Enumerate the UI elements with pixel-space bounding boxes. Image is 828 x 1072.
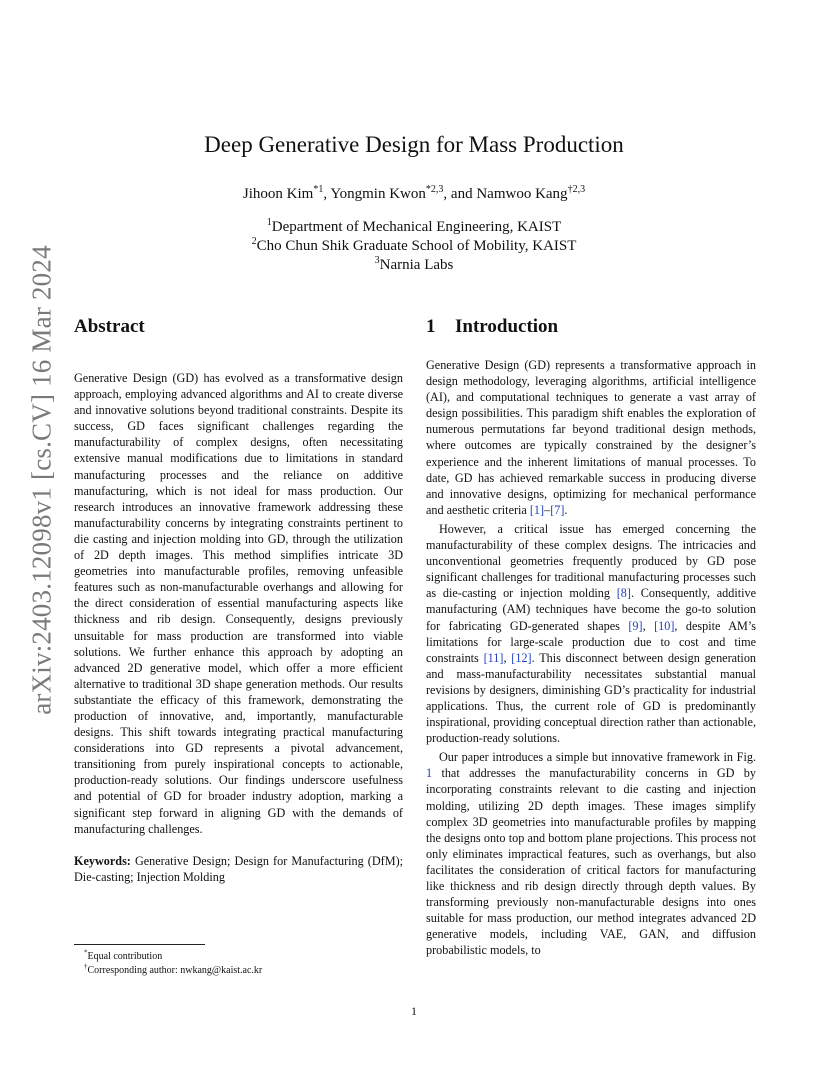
paragraph-text: , despite AM’s limitations for large-scale production due to cost and time constraints bbox=[426, 618, 757, 665]
intro-paragraph-3 bbox=[426, 749, 756, 958]
author-mark: *2,3 bbox=[425, 184, 444, 195]
footnote-mark: † bbox=[84, 962, 88, 971]
citation-link[interactable]: [9] bbox=[628, 618, 643, 633]
citation-link[interactable]: [10] bbox=[654, 618, 675, 633]
abstract-body: Generative Design (GD) has evolved as a transformative design approach, employing advanced algorithms and AI to create diverse and innovative solutions beyond traditional constraints. Despite its success, GD faces significant challenges regarding the manufacturability of complex designs, often necessitating extensive manual modifications due to limitations in standard manufacturing processes and the reliance on additive manufacturing, which is not ideal for mass production. Our research introduces an innovative framework addressing these manufacturability concerns by integrating constraints pertinent to die casting and injection molding into GD, through the utilization of 2D depth images. This method simplifies intricate 3D geometries into manufacturable profiles, removing unfeasible features such as non-manufacturable overhangs and allowing for the direct consideration of essential manufacturing aspects like thickness and rib design. Consequently, designs previously unsuitable for mass production are transformed into viable solutions. We further enhance this approach by adopting an advanced 2D generative model, which offer a more efficient alternative to traditional 3D shape generation methods. Our results substantiate the efficacy of this framework, demonstrating the production of innovative, and, importantly, manufacturable designs. This shift towards integrating practical manufacturing considerations into GD represents a pivotal advancement, transitioning from purely inspirational concepts to actionable, production-ready solutions. Our findings underscore usefulness and potential of GD for broader industry adoption, marking a significant step forward in aligning GD with the demands of manufacturing challenges. bbox=[74, 371, 403, 836]
paragraph-text: However, a critical issue has emerged concerning the manufacturability of these complex designs. The intricacies and unconventional geometries frequently produced by GD pose significant challenges for traditional manufacturing processes such as die-casting or injection molding bbox=[426, 521, 756, 601]
footnote-text: Equal contribution bbox=[87, 951, 163, 962]
keywords bbox=[74, 853, 403, 885]
author-name: Namwoo Kang bbox=[476, 186, 568, 202]
affiliation-mark: 1 bbox=[266, 217, 272, 228]
page-number: 1 bbox=[411, 1004, 417, 1018]
paragraph-text: , bbox=[503, 650, 512, 665]
introduction-section bbox=[426, 314, 756, 958]
citation-link[interactable]: [7] bbox=[550, 502, 565, 517]
footnote-mark: * bbox=[84, 948, 88, 957]
citation-link[interactable]: [12] bbox=[511, 650, 532, 665]
affiliation-text: Narnia Labs bbox=[379, 257, 454, 273]
affiliation-mark: 2 bbox=[251, 236, 257, 247]
citation-range-dash: – bbox=[544, 502, 551, 517]
affiliation-text: Department of Mechanical Engineering, KAIST bbox=[271, 219, 562, 235]
footnote bbox=[84, 964, 262, 978]
figure-link[interactable]: 1 bbox=[426, 766, 433, 781]
author-name: Jihoon Kim bbox=[242, 186, 314, 202]
paragraph-text: Our paper introduces a simple but innovative framework in Fig. bbox=[439, 750, 756, 765]
keywords-label: Keywords: bbox=[74, 853, 131, 868]
paragraph-text: . This disconnect between design generation and mass-manufacturability necessitates substantial manual revisions by designers, diminishing GD’s practicality for industrial applications. Thus, the current role of GD is predominantly inspirational, providing conceptual direction rather than actionable, production-ready solutions. bbox=[426, 650, 757, 746]
arxiv-sidebar bbox=[22, 245, 62, 715]
keywords-text: Generative Design; Design for Manufacturing (DfM); Die-casting; Injection Molding bbox=[74, 853, 404, 884]
affiliation-mark: 3 bbox=[374, 255, 380, 266]
section-title: Introduction bbox=[455, 316, 559, 337]
footnote-rule bbox=[74, 944, 205, 945]
author-separator: , and bbox=[443, 186, 477, 202]
abstract-heading: Abstract bbox=[74, 316, 145, 337]
author-name: Yongmin Kwon bbox=[330, 186, 426, 202]
author-list bbox=[0, 186, 828, 203]
citation-link[interactable]: [11] bbox=[483, 650, 504, 665]
affiliation bbox=[0, 256, 828, 275]
paper-title: Deep Generative Design for Mass Production bbox=[204, 132, 624, 157]
author-mark: †2,3 bbox=[567, 184, 586, 195]
paragraph-text: . bbox=[564, 502, 568, 517]
abstract-section bbox=[74, 314, 403, 885]
arxiv-identifier: arXiv:2403.12098v1 [cs.CV] 16 Mar 2024 bbox=[26, 245, 57, 715]
intro-paragraph-1 bbox=[426, 357, 756, 518]
section-number: 1 bbox=[426, 316, 436, 337]
citation-link[interactable]: [8] bbox=[616, 586, 631, 601]
footnotes bbox=[84, 950, 262, 978]
paragraph-text: Generative Design (GD) represents a transformative approach in design methodology, leveraging algorithms, artificial intelligence (AI), and computational techniques to generate a vast array of design possibilities. This paradigm shift enables the exploration of numerous permutations far beyond traditional design methods, where outcomes are typically constrained by the designer’s experience and the inherent limitations of manual processes. To date, GD has achieved remarkable success in producing diverse and innovative designs, optimizing for mechanical performance and aesthetic criteria bbox=[426, 358, 756, 517]
paragraph-text: , bbox=[642, 618, 655, 633]
paragraph-text: . Consequently, additive manufacturing (AM) techniques have become the go-to solution for fabricating GD-generated shapes bbox=[426, 586, 756, 633]
footnote-text: Corresponding author: nwkang@kaist.ac.kr bbox=[87, 965, 263, 976]
affiliation-text: Cho Chun Shik Graduate School of Mobility, KAIST bbox=[256, 238, 577, 254]
citation-link[interactable]: [1] bbox=[529, 502, 545, 517]
introduction-heading bbox=[426, 314, 756, 340]
paragraph-text: that addresses the manufacturability concerns in GD by incorporating constraints relevant to die casting and injection molding, utilizing 2D depth images. These images simplify complex 3D geometries into manufacturable profiles by mapping the designs onto top and bottom plane projections. This process not only eliminates impractical features, such as overhangs, but also facilitates the consideration of critical factors for manufacturing like thickness and rib design directly through depth values. By transforming previously non-manufacturable designs into ones suitable for mass production, our method integrates advanced 2D generative models, including VAE, GAN, and diffusion probabilistic models, to bbox=[426, 766, 756, 958]
author-separator: , bbox=[323, 186, 331, 202]
affiliation bbox=[0, 237, 828, 256]
intro-paragraph-2 bbox=[426, 521, 756, 746]
footnote bbox=[84, 950, 262, 964]
affiliation bbox=[0, 218, 828, 237]
author-mark: *1 bbox=[313, 184, 324, 195]
affiliation-list bbox=[0, 218, 828, 275]
